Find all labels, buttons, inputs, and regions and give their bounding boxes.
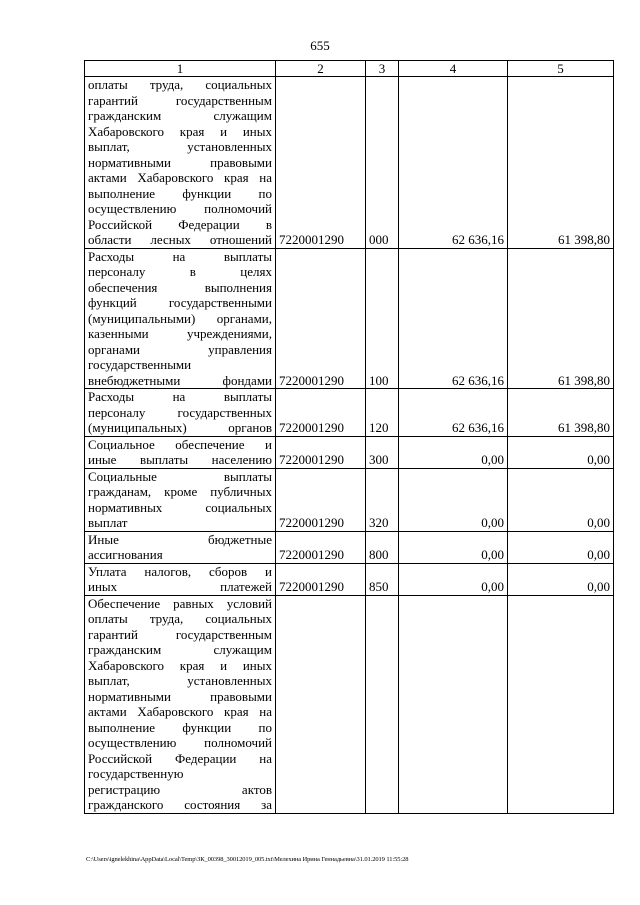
target-code-cell: 7220001290 bbox=[276, 563, 366, 595]
row-name-line: Социальные выплаты bbox=[88, 468, 272, 484]
row-name-line: Российской Федерации в bbox=[88, 216, 272, 232]
table-row bbox=[85, 563, 614, 595]
row-name-cell bbox=[85, 248, 276, 389]
amount-col5-cell: 0,00 bbox=[508, 468, 614, 531]
column-header: 4 bbox=[399, 61, 508, 77]
amount-col5-cell: 0,00 bbox=[508, 531, 614, 563]
amount-col5-cell: 61 398,80 bbox=[508, 389, 614, 437]
row-name-line: обеспечения выполнения bbox=[88, 279, 272, 295]
row-name-line: Иные бюджетные bbox=[88, 531, 272, 547]
expense-type-cell: 850 bbox=[366, 563, 399, 595]
table-header-row bbox=[85, 61, 614, 77]
target-code-cell: 7220001290 bbox=[276, 389, 366, 437]
expense-type-cell: 800 bbox=[366, 531, 399, 563]
row-name-line: выплат, установленных bbox=[88, 139, 272, 154]
column-header: 3 bbox=[366, 61, 399, 77]
amount-col4-cell: 0,00 bbox=[399, 531, 508, 563]
row-name-line: государственными bbox=[88, 357, 192, 372]
row-name-line: осуществлению полномочий bbox=[88, 735, 272, 750]
amount-col5-cell: 0,00 bbox=[508, 436, 614, 468]
row-name-line: регистрацию актов bbox=[88, 781, 272, 797]
expense-type-cell: 300 bbox=[366, 436, 399, 468]
row-name-line: Обеспечение равных условий bbox=[88, 595, 272, 611]
expense-type-cell: 320 bbox=[366, 468, 399, 531]
target-code-cell bbox=[276, 595, 366, 813]
table-row bbox=[85, 468, 614, 531]
amount-col4-cell: 0,00 bbox=[399, 436, 508, 468]
column-header: 1 bbox=[85, 61, 276, 77]
row-name-line: выполнение функции по bbox=[88, 719, 272, 735]
column-header: 2 bbox=[276, 61, 366, 77]
table-row bbox=[85, 77, 614, 249]
row-name-line: области лесных отношений bbox=[88, 232, 272, 247]
row-name-line: персоналу государственных bbox=[88, 404, 272, 420]
target-code-cell: 7220001290 bbox=[276, 77, 366, 249]
row-name-line: Социальное обеспечение и bbox=[88, 436, 272, 452]
row-name-line: иных платежей bbox=[88, 579, 272, 594]
row-name-line: гарантий государственным bbox=[88, 92, 272, 108]
row-name-line: персоналу в целях bbox=[88, 264, 272, 279]
row-name-cell bbox=[85, 468, 276, 531]
row-name-line: Хабаровского края и иных bbox=[88, 657, 272, 673]
row-name-line: нормативных социальных bbox=[88, 499, 272, 515]
amount-col5-cell: 0,00 bbox=[508, 563, 614, 595]
row-name-line: гражданского состояния за bbox=[88, 797, 272, 812]
table-row bbox=[85, 595, 614, 813]
row-name-line: иные выплаты населению bbox=[88, 452, 272, 467]
row-name-line: актами Хабаровского края на bbox=[88, 170, 272, 185]
row-name-line: (муниципальных) органов bbox=[88, 420, 272, 435]
row-name-cell bbox=[85, 77, 276, 249]
amount-col4-cell: 62 636,16 bbox=[399, 77, 508, 249]
row-name-cell bbox=[85, 531, 276, 563]
row-name-line: актами Хабаровского края на bbox=[88, 704, 272, 719]
row-name-line: гражданам, кроме публичных bbox=[88, 484, 272, 499]
budget-table bbox=[84, 60, 614, 814]
target-code-cell: 7220001290 bbox=[276, 531, 366, 563]
row-name-line: государственную bbox=[88, 766, 184, 781]
row-name-line: функций государственными bbox=[88, 295, 272, 310]
row-name-line: Уплата налогов, сборов и bbox=[88, 563, 272, 579]
table-row bbox=[85, 248, 614, 389]
row-name-line: выполнение функции по bbox=[88, 185, 272, 201]
footer-file-path: C:\Users\ignelekhina\AppData\Local\Temp\ЗК_00398_30012019_005.txt\Мелехина Ирина Геннадьевна\31.01.2019 11:55:28 bbox=[86, 856, 409, 863]
page-number: 655 bbox=[310, 38, 330, 53]
row-name-line: Хабаровского края и иных bbox=[88, 123, 272, 139]
target-code-cell: 7220001290 bbox=[276, 436, 366, 468]
row-name-line: (муниципальными) органами, bbox=[88, 310, 272, 326]
amount-col5-cell: 61 398,80 bbox=[508, 248, 614, 389]
row-name-line: гарантий государственным bbox=[88, 626, 272, 642]
row-name-cell bbox=[85, 563, 276, 595]
amount-col4-cell: 0,00 bbox=[399, 563, 508, 595]
row-name-line: нормативными правовыми bbox=[88, 688, 272, 704]
row-name-line: Российской Федерации на bbox=[88, 750, 272, 766]
row-name-line: казенными учреждениями, bbox=[88, 326, 272, 341]
row-name-line: осуществлению полномочий bbox=[88, 201, 272, 216]
row-name-line: оплаты труда, социальных bbox=[88, 611, 272, 626]
row-name-line: гражданским служащим bbox=[88, 108, 272, 123]
row-name-line: Расходы на выплаты bbox=[88, 248, 272, 264]
target-code-cell: 7220001290 bbox=[276, 248, 366, 389]
row-name-line: выплат bbox=[88, 515, 128, 530]
row-name-line: гражданским служащим bbox=[88, 642, 272, 657]
row-name-line: Расходы на выплаты bbox=[88, 389, 272, 404]
amount-col5-cell bbox=[508, 595, 614, 813]
amount-col5-cell: 61 398,80 bbox=[508, 77, 614, 249]
amount-col4-cell bbox=[399, 595, 508, 813]
row-name-line: органами управления bbox=[88, 341, 272, 357]
row-name-cell bbox=[85, 595, 276, 813]
row-name-line: ассигнования bbox=[88, 547, 163, 562]
target-code-cell: 7220001290 bbox=[276, 468, 366, 531]
amount-col4-cell: 0,00 bbox=[399, 468, 508, 531]
row-name-cell bbox=[85, 389, 276, 437]
column-header: 5 bbox=[508, 61, 614, 77]
row-name-line: нормативными правовыми bbox=[88, 154, 272, 170]
expense-type-cell: 100 bbox=[366, 248, 399, 389]
expense-type-cell: 000 bbox=[366, 77, 399, 249]
expense-type-cell bbox=[366, 595, 399, 813]
table-row bbox=[85, 531, 614, 563]
row-name-cell bbox=[85, 436, 276, 468]
table-row bbox=[85, 436, 614, 468]
table-row bbox=[85, 389, 614, 437]
row-name-line: выплат, установленных bbox=[88, 673, 272, 688]
amount-col4-cell: 62 636,16 bbox=[399, 389, 508, 437]
row-name-line: оплаты труда, социальных bbox=[88, 77, 272, 92]
amount-col4-cell: 62 636,16 bbox=[399, 248, 508, 389]
row-name-line: внебюджетными фондами bbox=[88, 372, 272, 388]
expense-type-cell: 120 bbox=[366, 389, 399, 437]
